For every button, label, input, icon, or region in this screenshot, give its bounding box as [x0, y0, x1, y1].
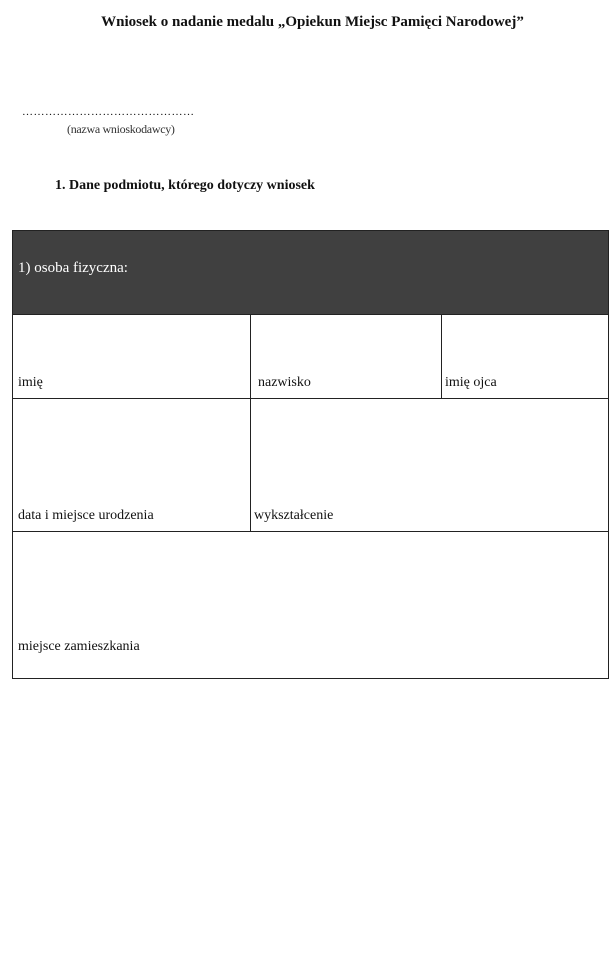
- education-field[interactable]: [250, 398, 608, 531]
- fathers-name-field[interactable]: [441, 314, 608, 398]
- last-name-field[interactable]: [250, 314, 441, 398]
- birth-label: data i miejsce urodzenia: [18, 508, 154, 523]
- fathers-name-label: imię ojca: [445, 375, 497, 390]
- applicant-name-caption: (nazwa wnioskodawcy): [67, 122, 175, 136]
- row-divider: [13, 398, 608, 399]
- form-header-label: 1) osoba fizyczna:: [18, 260, 128, 276]
- residence-field[interactable]: [13, 531, 608, 678]
- education-label: wykształcenie: [254, 508, 334, 523]
- section-heading: 1. Dane podmiotu, którego dotyczy wniosek: [55, 178, 315, 193]
- first-name-label: imię: [18, 375, 43, 390]
- document-title: Wniosek o nadanie medalu „Opiekun Miejsc Pamięci Narodowej”: [101, 14, 524, 30]
- residence-label: miejsce zamieszkania: [18, 639, 140, 654]
- applicant-name-line[interactable]: ………………………………………: [22, 106, 195, 118]
- birth-field[interactable]: [13, 398, 250, 531]
- form-header: [13, 231, 608, 314]
- last-name-label: nazwisko: [258, 375, 311, 390]
- row-divider: [13, 531, 608, 532]
- column-divider: [250, 314, 251, 531]
- personal-data-form: [12, 230, 609, 679]
- row-divider: [13, 314, 608, 315]
- column-divider: [441, 314, 442, 398]
- first-name-field[interactable]: [13, 314, 250, 398]
